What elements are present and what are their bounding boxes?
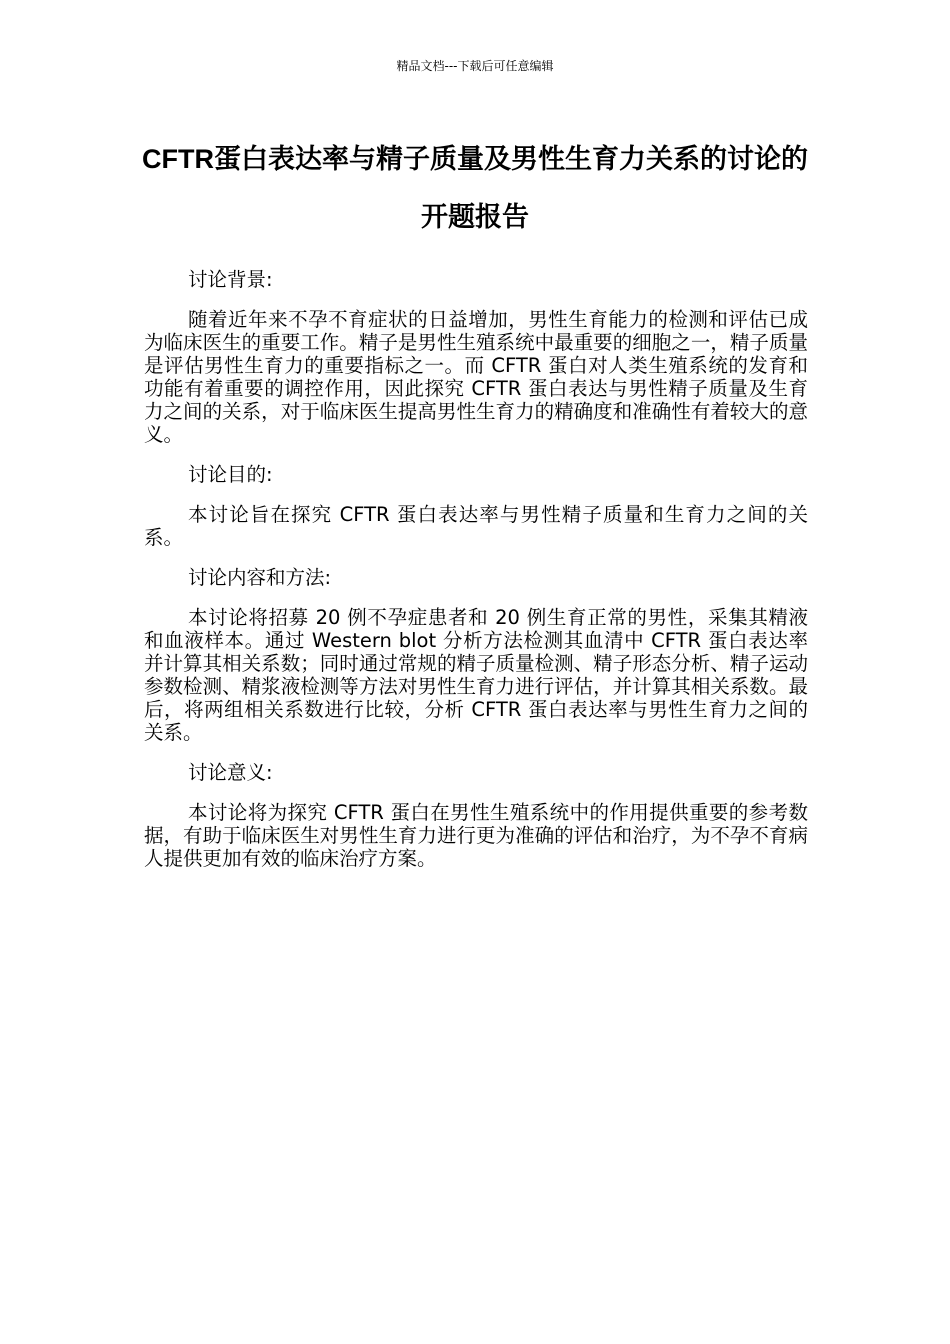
- section-heading: 讨论内容和方法:: [188, 566, 332, 589]
- header-note: 精品文档---下载后可任意编辑: [396, 59, 554, 73]
- document-title: CFTR蛋白表达率与精子质量及男性生育力关系的讨论的开题报告: [142, 144, 808, 232]
- section-paragraph: 随着近年来不孕不育症状的日益增加，男性生育能力的检测和评估已成为临床医生的重要工作。精子是男性生殖系统中最重要的细胞之一，精子质量是评估男性生育力的重要指标之一。而 CFTR 蛋白对人类生殖系统的发育和功能有着重要的调控作用，因此探究 CFTR 蛋白表达与男性精子质量及生育力之间的关系，对于临床医生提高男性生育力的精确度和准确性有着较大的意义。: [144, 308, 808, 446]
- section-heading: 讨论意义:: [188, 761, 273, 784]
- section-paragraph: 本讨论旨在探究 CFTR 蛋白表达率与男性精子质量和生育力之间的关系。: [144, 503, 808, 549]
- document-body: [144, 268, 808, 887]
- section-paragraph: 本讨论将招募 20 例不孕症患者和 20 例生育正常的男性，采集其精液和血液样本。通过 Western blot 分析方法检测其血清中 CFTR 蛋白表达率并计算其相关系数；同时通过常规的精子质量检测、精子形态分析、精子运动参数检测、精浆液检测等方法对男性生育力进行评估，并计算其相关系数。最后，将两组相关系数进行比较，分析 CFTR 蛋白表达率与男性生育力之间的关系。: [144, 606, 808, 744]
- section-significance: [144, 761, 808, 870]
- section-background: [144, 268, 808, 446]
- section-heading: 讨论目的:: [188, 463, 273, 486]
- section-paragraph: 本讨论将为探究 CFTR 蛋白在男性生殖系统中的作用提供重要的参考数据，有助于临床医生对男性生育力进行更为准确的评估和治疗，为不孕不育病人提供更加有效的临床治疗方案。: [144, 801, 808, 870]
- section-purpose: [144, 463, 808, 549]
- section-methods: [144, 566, 808, 744]
- section-heading: 讨论背景:: [188, 268, 273, 291]
